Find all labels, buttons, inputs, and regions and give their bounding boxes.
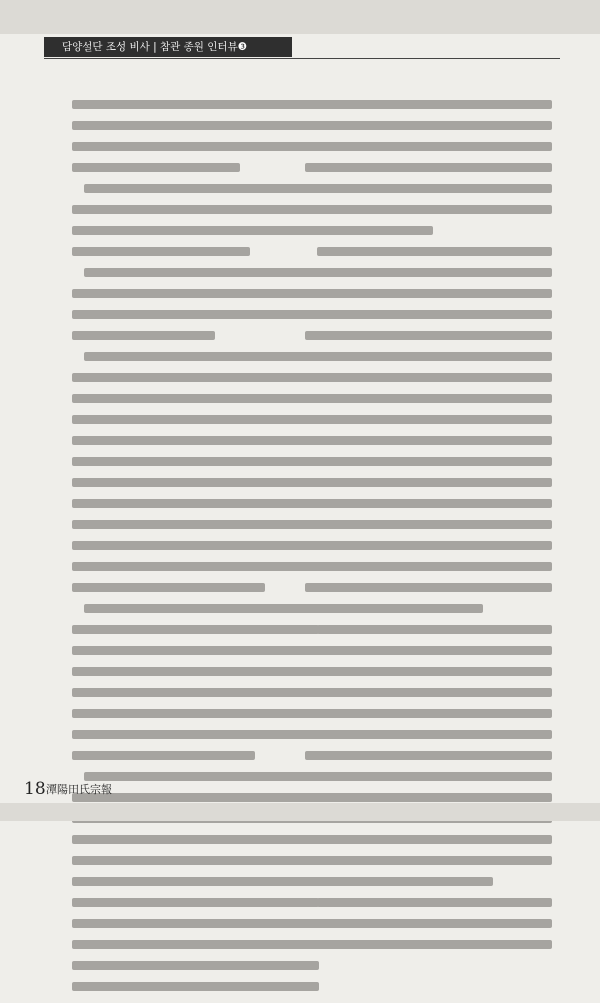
text-line (72, 835, 319, 844)
paragraph (305, 625, 552, 886)
text-line (305, 163, 552, 172)
text-line (305, 604, 483, 613)
text-line (72, 247, 250, 256)
text-line (305, 499, 552, 508)
text-line (305, 793, 552, 802)
text-line (72, 394, 319, 403)
text-line (72, 709, 319, 718)
bottom-band (0, 803, 600, 821)
text-line (317, 625, 552, 634)
text-line (305, 667, 552, 676)
text-line (72, 499, 319, 508)
text-line (84, 184, 319, 193)
text-line (305, 142, 552, 151)
text-line (72, 877, 319, 886)
text-line (305, 646, 552, 655)
text-line (305, 709, 552, 718)
text-line (305, 940, 552, 949)
text-line (84, 772, 319, 781)
text-line (72, 856, 319, 865)
text-line (305, 331, 552, 340)
paragraph (72, 604, 319, 760)
text-line (305, 541, 552, 550)
text-line (305, 352, 552, 361)
text-line (72, 730, 319, 739)
text-line (72, 919, 319, 928)
text-line (305, 772, 552, 781)
text-line (72, 478, 319, 487)
text-line (72, 331, 215, 340)
paragraph (72, 352, 319, 592)
paragraph (72, 268, 319, 340)
text-line (305, 730, 552, 739)
text-line (317, 898, 552, 907)
page-number: 18 (24, 779, 46, 799)
text-line (72, 205, 319, 214)
text-line (305, 520, 552, 529)
top-band (0, 0, 600, 34)
text-line (305, 394, 552, 403)
text-line (72, 100, 319, 109)
text-line (72, 751, 255, 760)
text-line (305, 583, 552, 592)
text-line (72, 982, 319, 991)
text-line (72, 289, 319, 298)
text-line (72, 667, 319, 676)
text-line (305, 121, 552, 130)
text-line (72, 898, 319, 907)
text-line (305, 919, 552, 928)
text-line (84, 604, 319, 613)
text-line (305, 268, 552, 277)
paragraph (305, 247, 552, 613)
text-line (72, 520, 319, 529)
text-line (305, 184, 552, 193)
publication-title: 潭陽田氏宗報 (46, 783, 112, 796)
text-line (84, 352, 319, 361)
text-line (305, 478, 552, 487)
paragraph (305, 898, 552, 949)
section-header: 담양설단 조성 비사 | 참관 종원 인터뷰❸ (44, 37, 292, 57)
paragraph (305, 100, 552, 235)
text-line (72, 436, 319, 445)
text-line (305, 835, 552, 844)
text-line (72, 961, 319, 970)
text-line (72, 373, 319, 382)
right-column (305, 100, 552, 961)
text-line (72, 163, 240, 172)
paragraph (72, 184, 319, 256)
text-line (305, 310, 552, 319)
text-line (317, 247, 552, 256)
text-line (72, 310, 319, 319)
left-column (72, 100, 319, 1003)
text-line (72, 541, 319, 550)
text-line (72, 583, 265, 592)
text-line (305, 436, 552, 445)
text-line (305, 751, 552, 760)
text-line (72, 688, 319, 697)
text-line (72, 457, 319, 466)
text-line (305, 205, 552, 214)
text-line (72, 415, 319, 424)
text-line (305, 100, 552, 109)
text-line (72, 226, 319, 235)
text-line (305, 562, 552, 571)
text-line (305, 226, 433, 235)
text-line (72, 625, 319, 634)
header-rule (44, 58, 560, 59)
text-line (72, 142, 319, 151)
text-line (305, 415, 552, 424)
text-line (72, 121, 319, 130)
text-line (305, 457, 552, 466)
text-line (72, 940, 319, 949)
text-line (305, 688, 552, 697)
text-line (72, 562, 319, 571)
text-line (84, 268, 319, 277)
text-line (305, 877, 493, 886)
text-line (305, 289, 552, 298)
text-line (72, 646, 319, 655)
paragraph (72, 100, 319, 172)
text-line (305, 373, 552, 382)
text-line (305, 856, 552, 865)
